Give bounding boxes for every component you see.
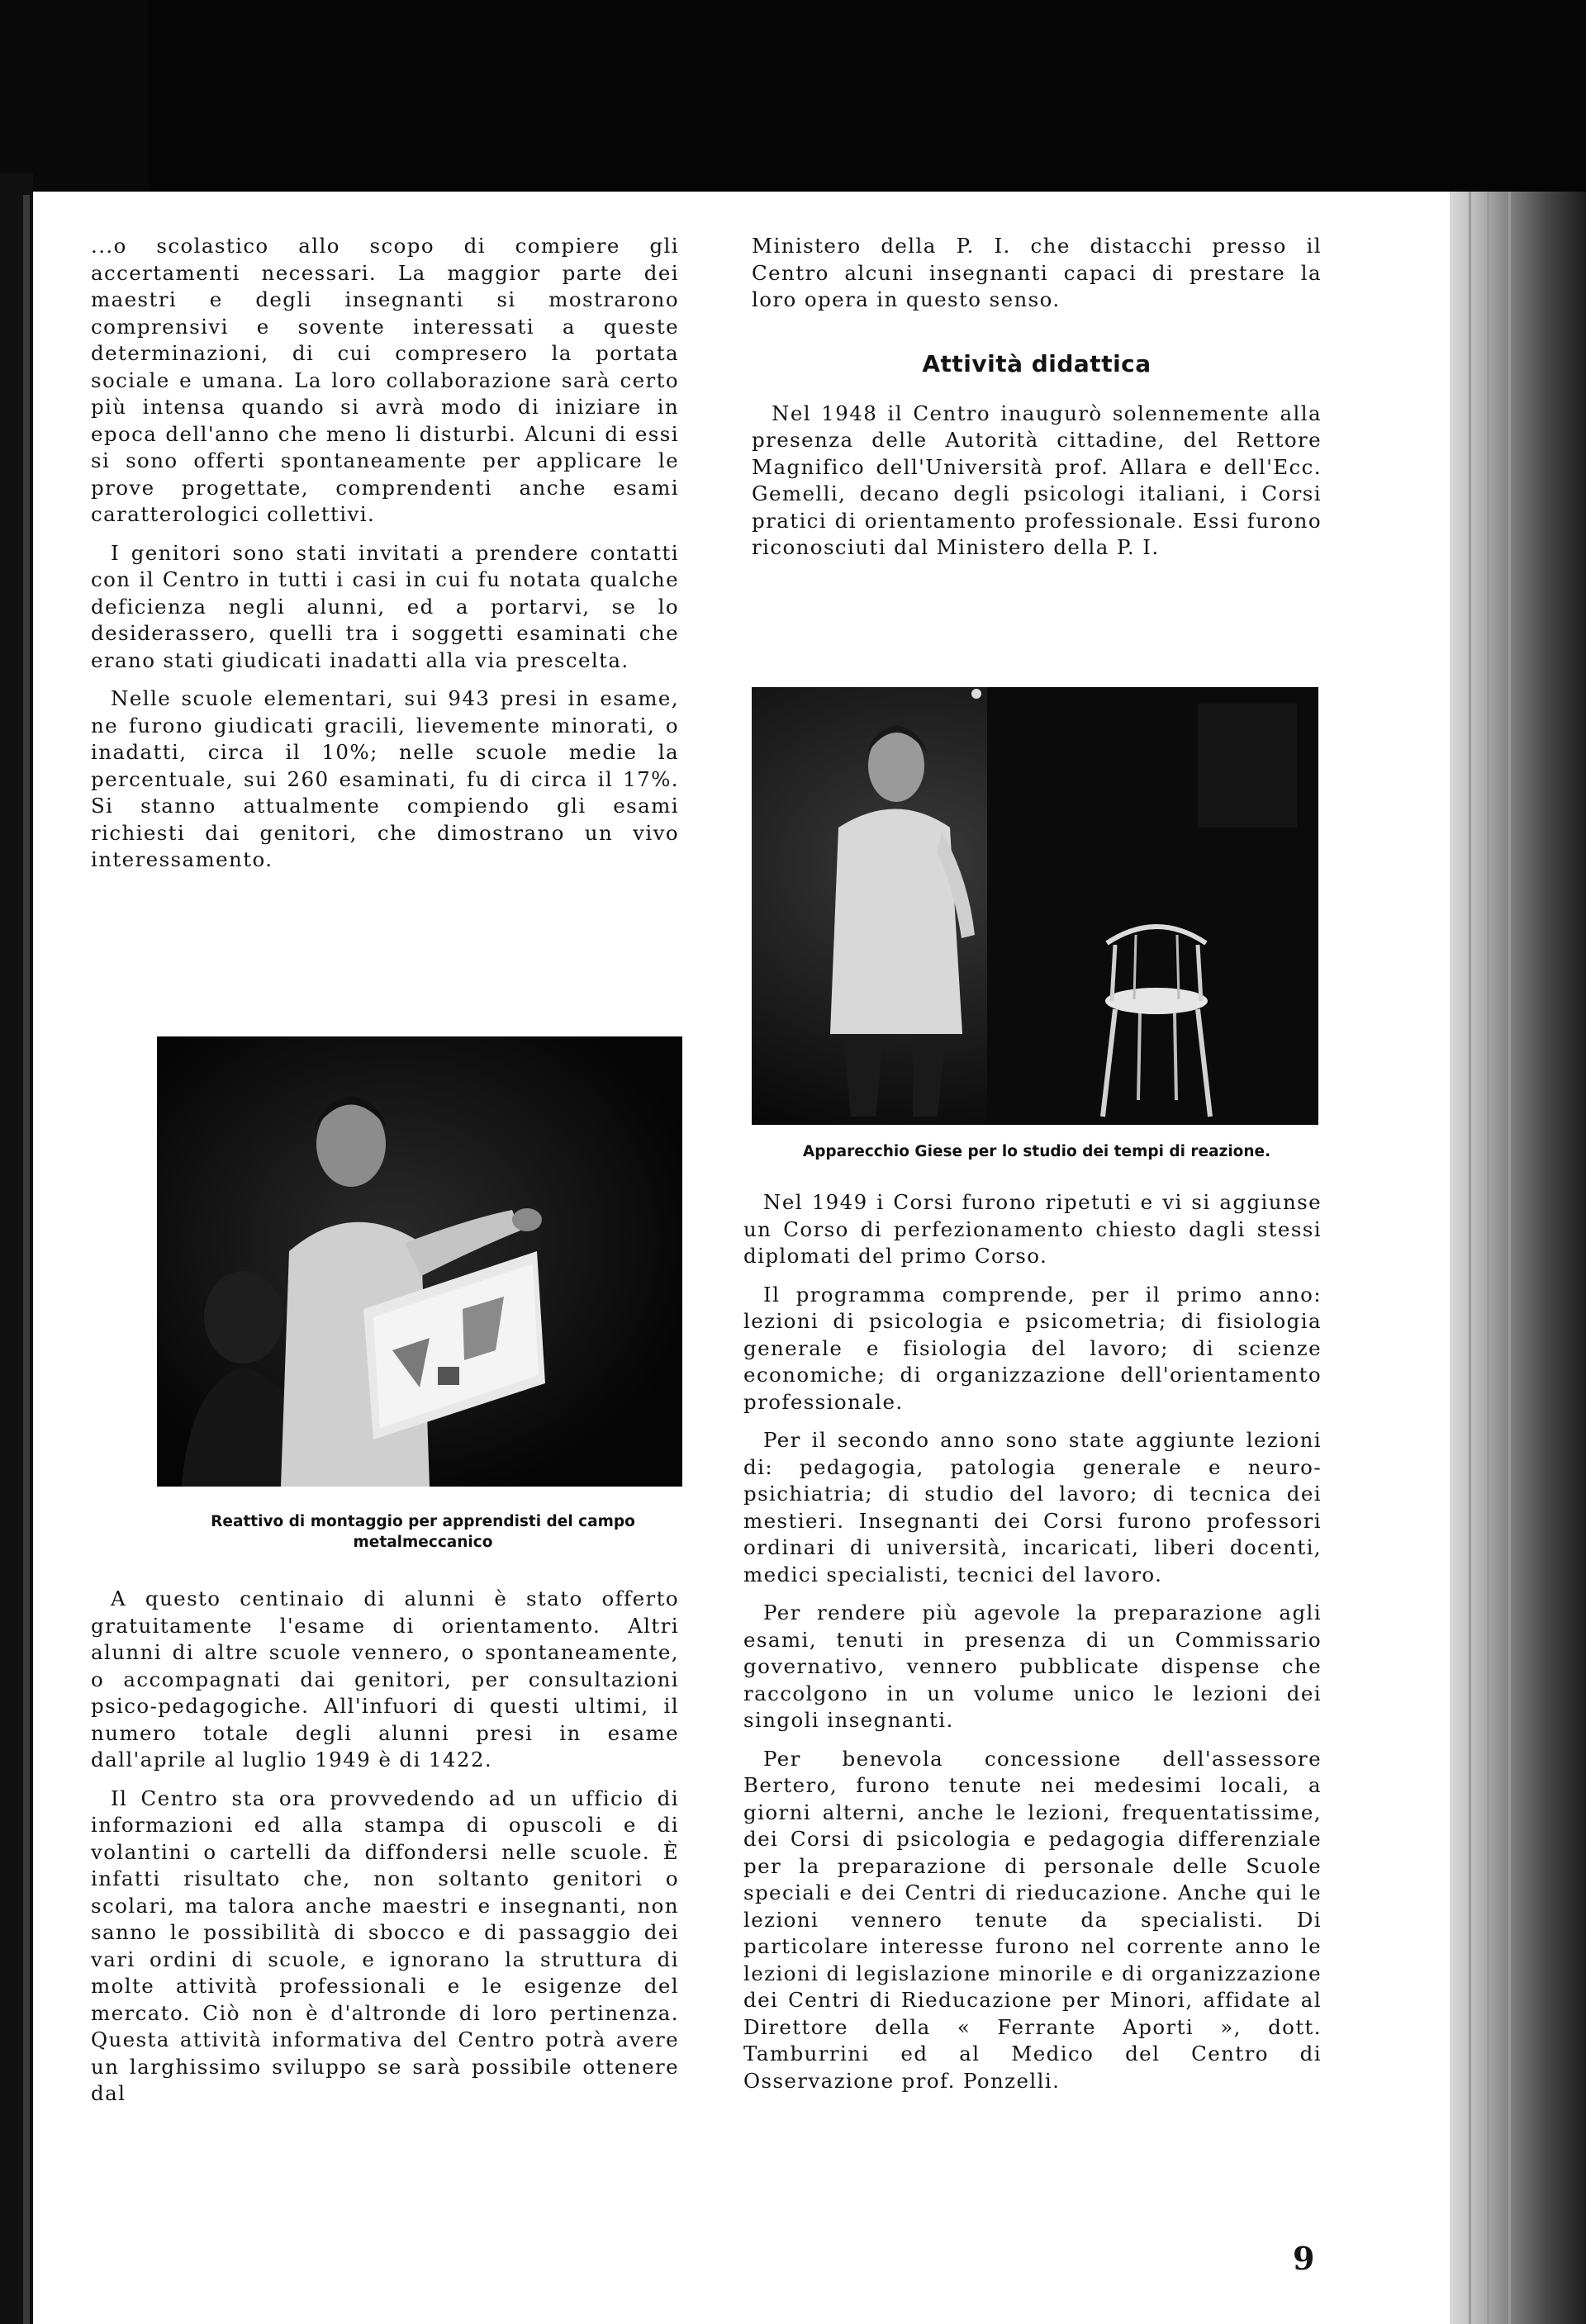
scan-left-edge-highlight: [23, 195, 30, 2324]
spine-line: [1508, 192, 1511, 2324]
paragraph: Nel 1948 il Centro inaugurò solennemente alla presenza delle Autorità cittadine, del Rettore Magnifico dell'Università prof. Allara e dell'Ecc. Gemelli, decano degli psicologi italiani, i Corsi pratici di orientamento professionale. Essi furono riconosciuti dal Ministero della P. I.: [752, 401, 1322, 559]
paragraph: Per benevola concessione dell'assessore Bertero, furono tenute nei medesimi locali, a giorni alterni, anche le lezioni, frequentatissime, dei Corsi di psicologia e pedagogia differenziale per la preparazione di personale delle Scuole speciali e dei Centri di rieducazione. Anche qui le lezioni vennero tenute da specialisti. Di particolare interesse furono nel corrente anno le lezioni di legislazione minorile e di organizzazione dei Centri di Rieducazione per Minori, affidate al Direttore della « Ferrante Aporti », dott. Tamburrini ed al Medico del Centro di Osservazione prof. Ponzelli.: [743, 1746, 1322, 2093]
paragraph: I genitori sono stati invitati a prendere contatti con il Centro in tutti i casi in cui fu notata qualche deficienza negli alunni, ed a portarvi, se lo desiderassero, quelli tra i soggetti esaminati che erano stati giudicati inadatti alla via prescelta.: [91, 540, 679, 672]
spine-line: [1487, 192, 1489, 2324]
photo-assembly-test: [157, 1036, 682, 1487]
spine-line: [1469, 192, 1471, 2324]
paragraph: Nel 1949 i Corsi furono ripetuti e vi si aggiunse un Corso di perfezionamento chiesto dagli stessi diplomati del primo Corso.: [743, 1190, 1322, 1268]
paragraph: Ministero della P. I. che distacchi presso il Centro alcuni insegnanti capaci di prestare la loro opera in questo senso.: [752, 234, 1322, 311]
photo-reaction-apparatus: [752, 687, 1318, 1125]
paragraph: Nelle scuole elementari, sui 943 presi in esame, ne furono giudicati gracili, lievemente minorati, o inadatti, circa il 10%; nelle scuole medie la percentuale, sui 260 esaminati, fu di circa il 17%. Si stanno attualmente compiendo gli esami richiesti dai genitori, che dimostrano un vivo interessamento.: [91, 686, 679, 871]
paragraph: Il Centro sta ora provvedendo ad un ufficio di informazioni ed alla stampa di opuscoli e di volantini o cartelli da diffondersi nelle scuole. È infatti risultato che, non soltanto genitori o scolari, ma talora anche maestri e insegnanti, non sanno le possibilità di sbocco e di passaggio dei vari ordini di scuole, e ignorano la struttura di molte attività professionali e le esigenze del mercato. Ciò non è d'altronde di loro pertinenza. Questa attività informativa del Centro potrà avere un larghissimo sviluppo se sarà possibile ottenere dal: [91, 1786, 679, 2105]
right-column-bottom: [743, 1189, 1322, 2106]
photo-assembly-test-image: [157, 1036, 682, 1487]
page-number: 9: [1293, 2240, 1315, 2277]
paragraph: Per rendere più agevole la preparazione agli esami, tenuti in presenza di un Commissario governativo, vennero pubblicate dispense che raccolgono in un volume unico le lezioni dei singoli insegnanti.: [743, 1601, 1322, 1732]
right-column-top: [752, 233, 1322, 573]
left-column-top: [91, 233, 679, 885]
caption-reaction-apparatus: Apparecchio Giese per lo studio dei tempi di reazione.: [802, 1143, 1271, 1160]
photo-reaction-apparatus-image: [752, 687, 1318, 1125]
paragraph: Per il secondo anno sono state aggiunte lezioni di: pedagogia, patologia generale e neuro-psichiatria; di studio del lavoro; di tecnica dei mestieri. Insegnanti dei Corsi furono professori ordinari di università, incaricati, liberi docenti, medici specialisti, tecnici del lavoro.: [743, 1428, 1322, 1586]
section-heading: Attività didattica: [922, 349, 1152, 377]
scan-top-band-inner: [149, 0, 1586, 192]
caption-assembly-test: Reattivo di montaggio per apprendisti del campo metalmeccanico: [211, 1513, 635, 1551]
paragraph: A questo centinaio di alunni è stato offerto gratuitamente l'esame di orientamento. Altri alunni di altre scuole vennero, o spontaneamente, o accompagnati dai genitori, per consultazioni psico-pedagogiche. All'infuori di questi ultimi, il numero totale degli alunni presi in esame dall'aprile al luglio 1949 è di 1422.: [91, 1586, 679, 1771]
paragraph: Il programma comprende, per il primo anno: lezioni di psicologia e psicometria; di fisiologia generale e fisiologia del lavoro; di scienze economiche; di organizzazione dell'orientamento professionale.: [743, 1282, 1322, 1414]
left-column-bottom: [91, 1586, 679, 2119]
paragraph: ...o scolastico allo scopo di compiere gli accertamenti necessari. La maggior parte dei maestri e degli insegnanti si mostrarono comprensivi e sovente interessati a queste determinazioni, di cui compresero la portata sociale e umana. La loro collaborazione sarà certo più intensa quando si avrà modo di iniziare in epoca dell'anno che meno li disturbi. Alcuni di essi si sono offerti spontaneamente per applicare le prove progettate, comprendenti anche esami caratterologici collettivi.: [91, 234, 679, 526]
